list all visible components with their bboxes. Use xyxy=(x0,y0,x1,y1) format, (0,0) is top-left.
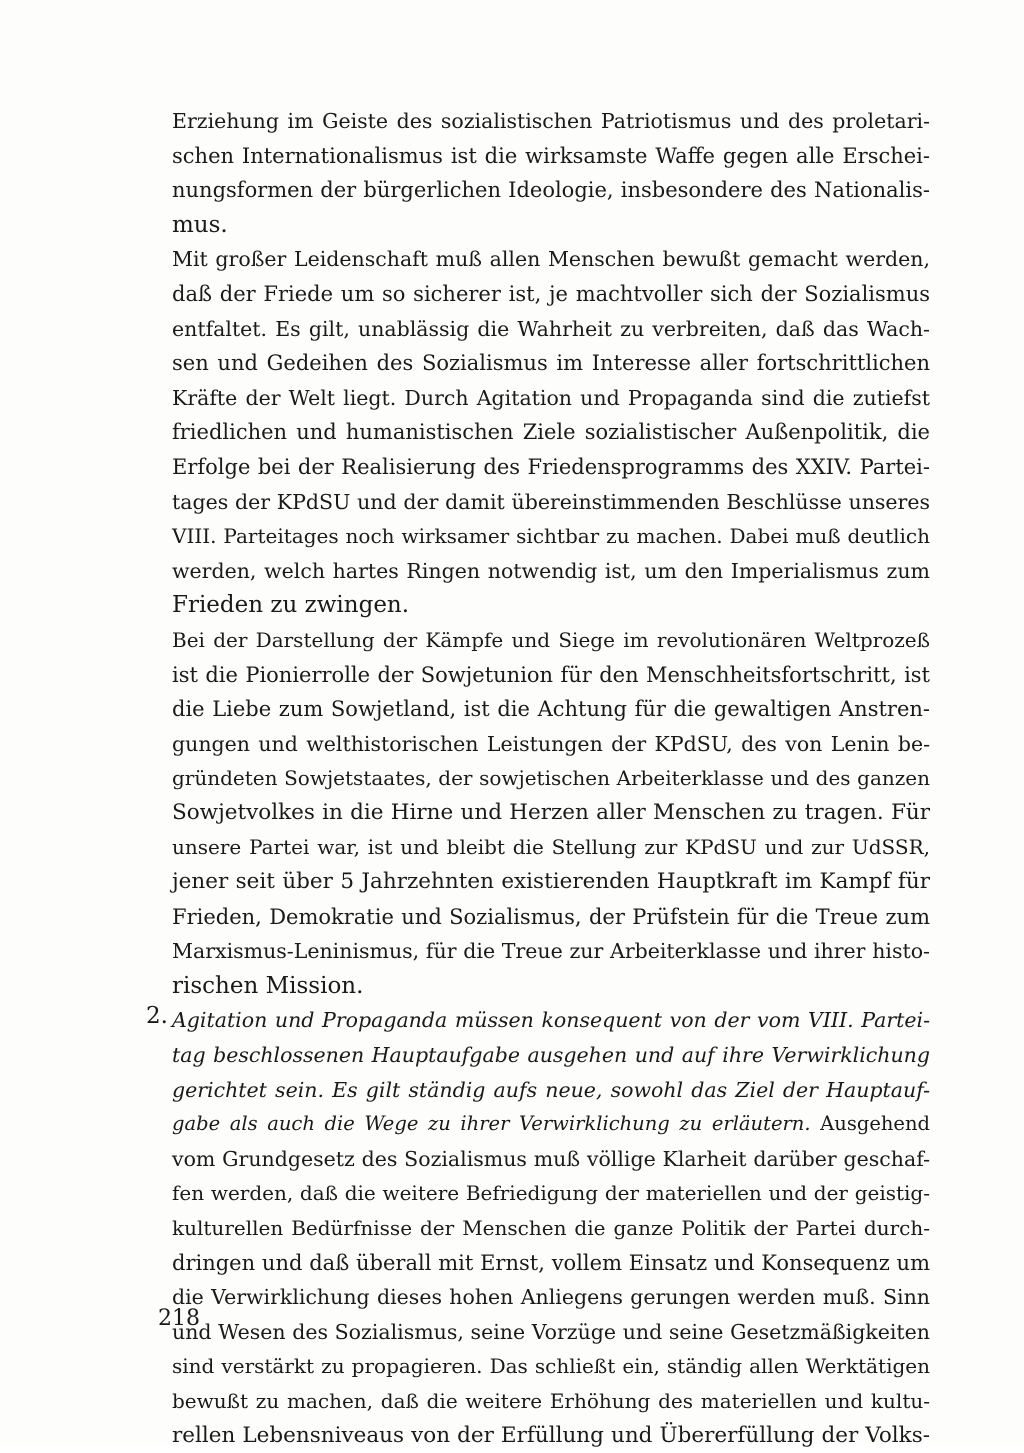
text-line: daß der Friede um so sicherer ist, je machtvoller sich der Sozialismus xyxy=(172,281,930,306)
text-line: jener seit über 5 Jahrzehnten existierenden Hauptkraft im Kampf für xyxy=(172,869,930,895)
paragraph-3 xyxy=(172,623,930,1004)
text-line: rellen Lebensniveaus von der Erfüllung und Übererfüllung der Volks- xyxy=(172,1422,930,1448)
text-line: Erfolge bei der Realisierung des Friedensprogramms des XXIV. Partei- xyxy=(172,454,930,479)
text-line: vom Grundgesetz des Sozialismus muß völlige Klarheit darüber geschaf- xyxy=(172,1146,930,1171)
text-line: Mit großer Leidenschaft muß allen Menschen bewußt gemacht werden, xyxy=(172,247,930,272)
text-line: VIII. Parteitages noch wirksamer sichtbar zu machen. Dabei muß deutlich xyxy=(172,524,930,549)
text-line: dringen und daß überall mit Ernst, vollem Einsatz und Konsequenz um xyxy=(172,1250,930,1275)
roman-text: Ausgehend xyxy=(810,1112,930,1136)
text-line: Sowjetvolkes in die Hirne und Herzen aller Menschen zu tragen. Für xyxy=(172,799,930,825)
text-line: Kräfte der Welt liegt. Durch Agitation und Propaganda sind die zutiefst xyxy=(172,385,930,410)
text-line: bewußt zu machen, daß die weitere Erhöhung des materiellen und kultu- xyxy=(172,1388,930,1413)
text-line: sind verstärkt zu propagieren. Das schließt ein, ständig allen Werktätigen xyxy=(172,1354,930,1379)
paragraph-2 xyxy=(172,242,930,623)
text-line: Frieden, Demokratie und Sozialismus, der Prüfstein für die Treue zum xyxy=(172,904,930,929)
text-line: werden, welch hartes Ringen notwendig ist, um den Imperialismus zum xyxy=(172,558,930,583)
text-line: entfaltet. Es gilt, unablässig die Wahrheit zu verbreiten, daß das Wach- xyxy=(172,316,930,341)
text-line: gungen und welthistorischen Leistungen der KPdSU, des von Lenin be- xyxy=(172,731,930,756)
text-line: kulturellen Bedürfnisse der Menschen die ganze Politik der Partei durch- xyxy=(172,1216,930,1240)
text-line: rischen Mission. xyxy=(172,972,364,999)
list-first-line-wrap xyxy=(146,1003,930,1038)
page-number: 218 xyxy=(158,1306,200,1331)
text-line: tages der KPdSU und der damit übereinstimmenden Beschlüsse unseres xyxy=(172,489,930,514)
text-line: Agitation und Propaganda müssen konsequent von der vom VIII. Partei- xyxy=(172,1008,930,1033)
paragraph-1 xyxy=(172,104,930,242)
text-line: sen und Gedeihen des Sozialismus im Interesse aller fortschrittlichen xyxy=(172,351,930,376)
text-line: Erziehung im Geiste des sozialistischen Patriotismus und des proletari- xyxy=(172,109,930,133)
text-line: und Wesen des Sozialismus, seine Vorzüge und seine Gesetzmäßigkeiten xyxy=(172,1319,930,1344)
text-line: Bei der Darstellung der Kämpfe und Siege im revolutionären Weltprozeß xyxy=(172,627,930,652)
text-line: gründeten Sowjetstaates, der sowjetischen Arbeiterklasse und des ganzen xyxy=(172,766,930,791)
text-line: ist die Pionierrolle der Sowjetunion für den Menschheitsfortschritt, ist xyxy=(172,662,930,687)
list-item-2 xyxy=(146,1003,930,1453)
italic-text: gabe als auch die Wege zu ihrer Verwirklichung zu erläutern. xyxy=(172,1112,811,1136)
text-line: die Liebe zum Sowjetland, ist die Achtung für die gewaltigen Anstren- xyxy=(172,697,930,722)
list-marker: 2. xyxy=(146,1003,168,1030)
text-line: gerichtet sein. Es gilt ständig aufs neue, sowohl das Ziel der Hauptauf- xyxy=(172,1077,930,1102)
text-line: friedlichen und humanistischen Ziele sozialistischer Außenpolitik, die xyxy=(172,420,930,445)
text-line: tag beschlossenen Hauptaufgabe ausgehen und auf ihre Verwirklichung xyxy=(172,1043,930,1068)
body-text xyxy=(146,104,930,1453)
text-line: nungsformen der bürgerlichen Ideologie, insbesondere des Nationalis- xyxy=(172,178,930,203)
text-line: unsere Partei war, ist und bleibt die Stellung zur KPdSU und zur UdSSR, xyxy=(172,835,930,860)
text-line: mus. xyxy=(172,211,228,238)
text-line: die Verwirklichung dieses hohen Anliegens gerungen werden muß. Sinn xyxy=(172,1285,930,1310)
text-line: schen Internationalismus ist die wirksamste Waffe gegen alle Erschei- xyxy=(172,143,930,168)
text-line: Frieden zu zwingen. xyxy=(172,592,410,619)
text-line: fen werden, daß die weitere Befriedigung der materiellen und der geistig- xyxy=(172,1181,930,1206)
text-line: Marxismus-Leninismus, für die Treue zur Arbeiterklasse und ihrer histo- xyxy=(172,939,930,964)
text-line-mixed xyxy=(172,1107,930,1142)
